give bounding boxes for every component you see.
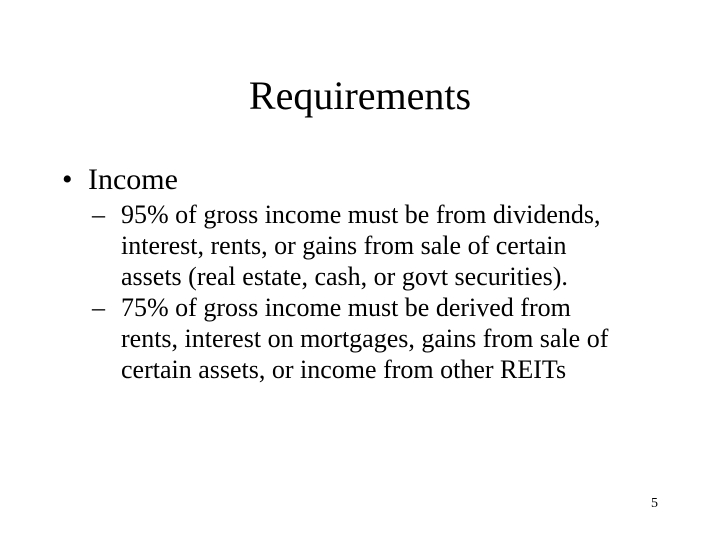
bullet-marker: • xyxy=(62,163,73,196)
sub-bullet-line: assets (real estate, cash, or govt securities). xyxy=(121,262,568,291)
dash-marker: – xyxy=(92,200,105,229)
sub-bullet-line: rents, interest on mortgages, gains from sale of xyxy=(121,324,609,353)
sub-bullet-line: interest, rents, or gains from sale of certain xyxy=(121,231,567,260)
sub-bullet-line: certain assets, or income from other REITs xyxy=(121,355,567,384)
page-number: 5 xyxy=(651,496,658,511)
sub-bullet-95-percent xyxy=(92,199,692,292)
sub-bullet-line: 95% of gross income must be from dividends, xyxy=(121,200,601,229)
sub-bullet-list xyxy=(92,199,692,385)
bullet-income xyxy=(62,162,178,198)
slide-title: Requirements xyxy=(248,73,472,118)
dash-marker: – xyxy=(92,293,105,322)
bullet-label: Income xyxy=(88,163,178,196)
sub-bullet-line: 75% of gross income must be derived from xyxy=(121,293,571,322)
sub-bullet-75-percent xyxy=(92,292,692,385)
